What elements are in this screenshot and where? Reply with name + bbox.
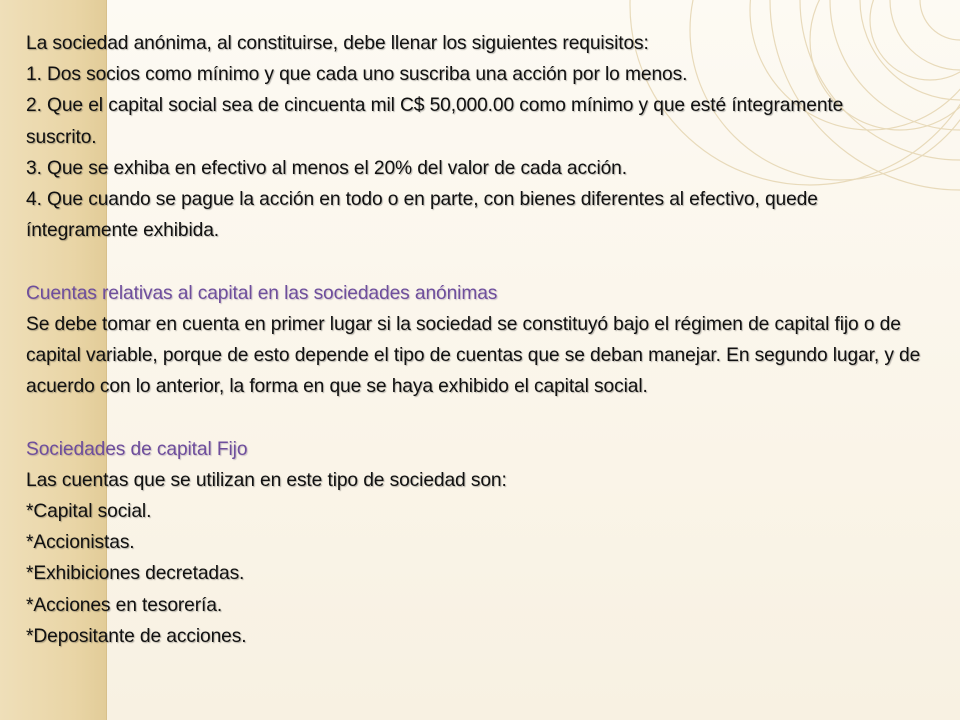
section-intro-fixed-capital: Las cuentas que se utilizan en este tipo de sociedad son: bbox=[26, 469, 507, 491]
requirement-item-1: 1. Dos socios como mínimo y que cada uno suscriba una acción por lo menos. bbox=[26, 64, 688, 86]
account-list-item: *Depositante de acciones. bbox=[26, 625, 247, 647]
spacer bbox=[26, 246, 946, 277]
spacer bbox=[26, 402, 946, 433]
section-body-capital-accounts: Se debe tomar en cuenta en primer lugar si la sociedad se constituyó bajo el régimen de capital fijo o de capital variable, porque de esto depende el tipo de cuentas que se deban manejar. En segundo lugar, y de acuerdo con lo anterior, la forma en que se haya exhibido el capital social. bbox=[26, 313, 921, 398]
section-heading-fixed-capital: Sociedades de capital Fijo bbox=[26, 438, 248, 460]
account-list-item: *Capital social. bbox=[26, 501, 152, 523]
requirement-item-4: 4. Que cuando se pague la acción en todo o en parte, con bienes diferentes al efectivo, quede íntegramente exhibida. bbox=[26, 189, 818, 242]
account-list-item: *Acciones en tesorería. bbox=[26, 594, 223, 616]
intro-text: La sociedad anónima, al constituirse, debe llenar los siguientes requisitos: bbox=[26, 33, 649, 54]
account-list-item: *Accionistas. bbox=[26, 532, 135, 554]
section-heading-capital-accounts: Cuentas relativas al capital en las sociedades anónimas bbox=[26, 282, 498, 304]
account-list-item: *Exhibiciones decretadas. bbox=[26, 563, 245, 585]
requirement-item-2: 2. Que el capital social sea de cincuenta mil C$ 50,000.00 como mínimo y que esté íntegramente suscrito. bbox=[26, 95, 844, 148]
requirement-item-3: 3. Que se exhiba en efectivo al menos el 20% del valor de cada acción. bbox=[26, 157, 627, 179]
slide-content bbox=[26, 28, 946, 652]
